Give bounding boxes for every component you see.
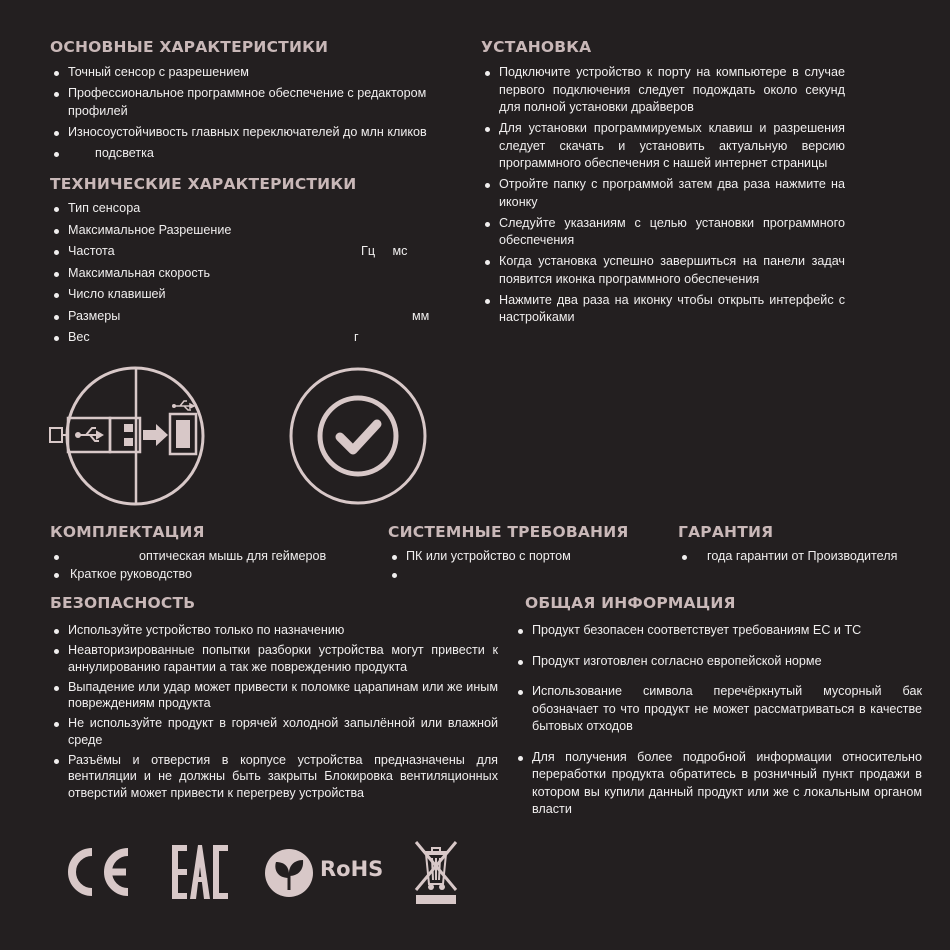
list-item: Неавторизированные попытки разборки устройства могут привести к аннулированию гарантии а так же повреждению продукта [50, 642, 498, 675]
list-item [388, 566, 648, 584]
list-item [50, 548, 380, 566]
spec-row [50, 329, 460, 347]
spec-label: Вес [68, 330, 90, 344]
rohs-label: RoHS [320, 857, 384, 881]
weee-crossed-bin-icon [412, 838, 460, 908]
list-item: Для получения более подробной информации относительно переработки продукта обратитесь в розничный пункт продажи в котором вы купили данный продукт или же с локальным органом власти [514, 749, 922, 819]
safety-list [50, 622, 498, 805]
list-item [50, 145, 460, 163]
warranty-list [678, 548, 940, 566]
ce-mark-icon [62, 846, 134, 898]
system-requirements-list [388, 548, 648, 583]
warranty-title: ГАРАНТИЯ [678, 523, 774, 541]
list-item: Использование символа перечёркнутый мусорный бак обозначает то что продукт не может рассматриваться в качестве бытовых отходов [514, 683, 922, 736]
spec-row [50, 243, 460, 261]
installation-title: УСТАНОВКА [481, 38, 592, 56]
list-item: Разъёмы и отверстия в корпусе устройства предназначены для вентиляции и не должны быть закрыты Блокировка вентиляционных отверстий может привести к перегреву устройства [50, 752, 498, 802]
spec-row [50, 222, 460, 240]
tech-specs-list [50, 200, 460, 351]
usb-connection-illustration [40, 362, 240, 512]
spec-unit [353, 200, 401, 218]
spec-unit [353, 222, 401, 240]
list-item: Продукт изготовлен согласно европейской норме [514, 653, 922, 671]
spec-label: Частота [68, 244, 115, 258]
spec-row [50, 200, 460, 218]
package-title: КОМПЛЕКТАЦИЯ [50, 523, 205, 541]
list-item: Износоустойчивость главных переключателей до млн кликов [50, 124, 460, 142]
list-item: Подключите устройство к порту на компьютере в случае первого подключения следует подождать около секунд для полной установки драйверов [481, 64, 845, 117]
rohs-leaf-icon [264, 848, 314, 898]
general-info-title: ОБЩАЯ ИНФОРМАЦИЯ [525, 594, 736, 612]
spec-row [50, 265, 460, 283]
installation-list [481, 64, 845, 330]
list-item: Выпадение или удар может привести к поломке царапинам или же иным повреждениям продукта [50, 679, 498, 712]
list-item: Краткое руководство [50, 566, 380, 584]
arrow-right-icon [143, 424, 168, 446]
spec-unit [353, 286, 401, 304]
list-item-text: оптическая мышь для геймеров [139, 549, 327, 563]
list-item: Не используйте продукт в горячей холодной запылённой или влажной среде [50, 715, 498, 748]
spec-row [50, 286, 460, 304]
checkmark-icon [340, 424, 377, 450]
system-requirements-title: СИСТЕМНЫЕ ТРЕБОВАНИЯ [388, 523, 629, 541]
list-item: Точный сенсор с разрешением [50, 64, 460, 82]
spec-label: Число клавишей [68, 287, 166, 301]
spec-unit: г [354, 330, 359, 344]
list-item: Когда установка успешно завершиться на панели задач появится иконка программного обеспечения [481, 253, 845, 288]
list-item-text: подсветка [95, 145, 154, 160]
package-list [50, 548, 380, 583]
general-info-list [514, 622, 922, 832]
main-features-title: ОСНОВНЫЕ ХАРАКТЕРИСТИКИ [50, 38, 329, 56]
spec-unit: мм [412, 308, 430, 323]
usb-port-icon [170, 401, 196, 454]
spec-row [50, 308, 460, 326]
installation-complete-illustration [288, 366, 428, 506]
list-item: Следуйте указаниям с целью установки программного обеспечения [481, 215, 845, 250]
spec-label: Максимальное Разрешение [68, 222, 232, 237]
eac-mark-icon [172, 845, 228, 899]
spec-label: Максимальная скорость [68, 265, 211, 280]
main-features-list [50, 64, 460, 166]
list-item: Для установки программируемых клавиш и разрешения следует скачать и установить актуальную версию программного обеспечения с нашей интернет страницы [481, 120, 845, 173]
spec-unit: Гц мс [361, 244, 408, 258]
safety-title: БЕЗОПАСНОСТЬ [50, 594, 196, 612]
spec-label: Размеры [68, 308, 121, 323]
spec-label: Тип сенсора [68, 201, 141, 215]
usb-plug-icon [50, 418, 140, 452]
list-item: ПК или устройство с портом [388, 548, 648, 566]
list-item: Используйте устройство только по назначению [50, 622, 498, 639]
list-item: года гарантии от Производителя [678, 548, 940, 566]
spec-unit [353, 265, 401, 283]
list-item: Профессиональное программное обеспечение с редактором профилей [50, 85, 460, 120]
list-item: Нажмите два раза на иконку чтобы открыть интерфейс с настройками [481, 292, 845, 327]
tech-specs-title: ТЕХНИЧЕСКИЕ ХАРАКТЕРИСТИКИ [50, 175, 357, 193]
list-item: Продукт безопасен соответствует требованиям ЕС и ТС [514, 622, 922, 640]
list-item: Отройте папку с программой затем два раза нажмите на иконку [481, 176, 845, 211]
